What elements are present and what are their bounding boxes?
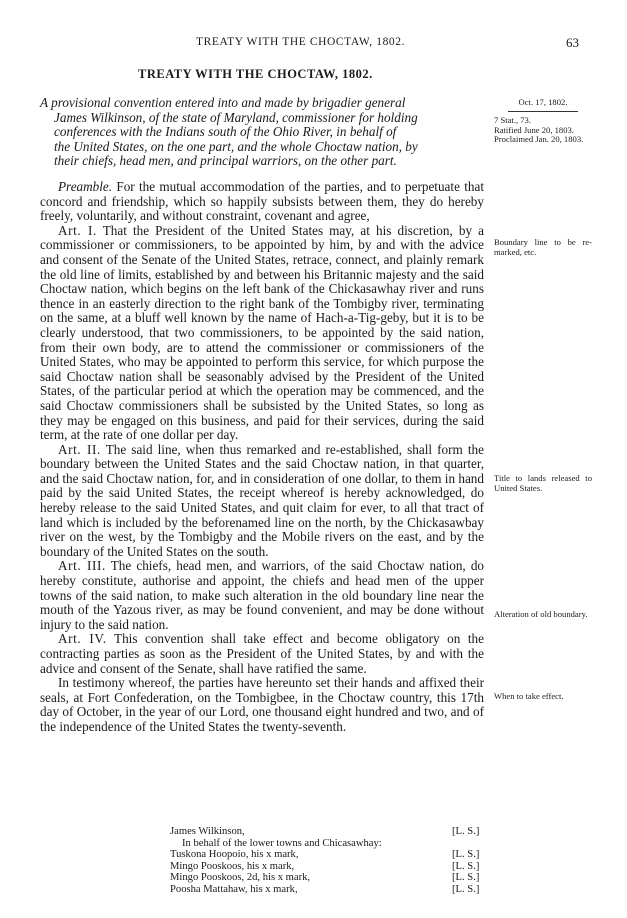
signatory-name: Poosha Mattahaw, his x mark,	[170, 883, 298, 895]
signatory-group-heading: In behalf of the lower towns and Chicasawhay:	[182, 837, 382, 849]
article-paragraph	[40, 632, 484, 676]
article-label: Art. I.	[58, 222, 97, 238]
seal-mark: [L. S.]	[452, 860, 480, 872]
seal-mark: [L. S.]	[452, 826, 480, 837]
intro-line: their chiefs, head men, and principal warriors, on the other part.	[54, 153, 397, 169]
margin-note-art3: Alteration of old boundary.	[494, 609, 588, 619]
signatory-name: Mingo Pooskoos, 2d, his x mark,	[170, 872, 311, 884]
treaty-title: TREATY WITH THE CHOCTAW, 1802.	[138, 67, 373, 81]
margin-note-ratified: Ratified June 20, 1803.	[494, 124, 574, 135]
article-text: That the President of the United States may, at his discretion, by a commissioner or commissioners, to be appointed by him, by and with the advice and consent of the Senate of the United States, retrace, connect, and plainly remark the old line of limits, established by and between his Britannic majesty and the said Choctaw nation, which begins on the left bank of the Chickasawhay river and runs thence in an easterly direction to the right bank of the Tombigby river, terminating on the same, at a bluff well known by the name of Hach-a-Tig-geby, but it is to be clearly understood, that two commissioners, to be appointed by the said nation, from their own body, are to attend the commissioner or commissioners of the United States, who may be appointed to perform this service, for which purpose the said Choctaw nation shall be seasonably advised by the President of the United States, of the particular period at which the operation may be commenced, and the said Choctaw commissioners shall be subsisted by the United States, so long as they may be engaged on this business, and paid for their services, during the said term, at the rate of one dollar per day.	[40, 222, 485, 443]
signature-row	[170, 849, 492, 861]
testimonium-paragraph: In testimony whereof, the parties have hereunto set their hands and affixed their seals, at Fort Confederation, on the Tombigbee, in the Choctaw country, this 17th day of October, in the year of our Lord, one thousand eight hundred and two, and of the independence of the United States the twenty-seventh.	[40, 675, 484, 734]
margin-note-art1: Boundary line to be re-marked, etc.	[494, 237, 592, 257]
article-paragraph	[40, 443, 484, 560]
seal-mark: [L. S.]	[452, 849, 480, 861]
running-head	[0, 36, 627, 50]
margin-note-date: Oct. 17, 1802.	[518, 97, 568, 107]
article-label: Art. III.	[58, 558, 106, 574]
intro-line: the United States, on the one part, and the whole Choctaw nation, by	[54, 138, 418, 154]
signature-row	[170, 884, 492, 896]
preamble-paragraph	[40, 180, 484, 224]
margin-note-art2: Title to lands released to United States.	[494, 473, 592, 493]
article-paragraph	[40, 559, 484, 632]
signature-row	[170, 872, 492, 884]
margin-note-proclaimed: Proclaimed Jan. 20, 1803.	[494, 134, 584, 145]
intro-line: James Wilkinson, of the state of Maryland, commissioner for holding	[54, 109, 418, 125]
signature-row	[170, 826, 492, 838]
preamble-text: For the mutual accommodation of the parties, and to perpetuate that concord and friendship, which so happily subsists between them, they do hereby freely, voluntarily, and without constraint, covenant and agree,	[40, 179, 484, 224]
intro-caption	[40, 96, 490, 169]
page-number: 63	[566, 35, 579, 50]
preamble-label: Preamble.	[58, 179, 113, 194]
article-label: Art. IV.	[58, 631, 107, 647]
treaty-body	[40, 180, 484, 735]
article-text: This convention shall take effect and become obligatory on the contracting parties as soon as the President of the United States, by and with the advice and consent of the Senate, shall have ratified the same.	[40, 631, 485, 676]
signatory-name: Tuskona Hoopoio, his x mark,	[170, 849, 299, 861]
intro-line: conferences with the Indians south of the Ohio River, in behalf of	[54, 124, 397, 140]
margin-rule	[508, 111, 578, 112]
signature-row	[170, 861, 492, 873]
article-label: Art. II.	[58, 441, 101, 457]
article-text: The chiefs, head men, and warriors, of the said Choctaw nation, do hereby constitute, authorise and appoint, the chiefs and head men of the upper towns of the said nation, to make such alteration in the old boundary line near the mouth of the Yazous river, as may be found convenient, and may be done without injury to the said nation.	[40, 558, 485, 632]
signatory-name: Mingo Pooskoos, his x mark,	[170, 860, 295, 872]
signature-row	[170, 838, 492, 850]
intro-line: A provisional convention entered into and made by brigadier general	[40, 95, 406, 110]
seal-mark: [L. S.]	[452, 883, 480, 895]
margin-note-stat: 7 Stat., 73.	[494, 114, 532, 125]
article-paragraph	[40, 224, 484, 443]
article-text: The said line, when thus remarked and re-established, shall form the boundary between the United States and the said Choctaw nation, in that quarter, and the said Choctaw nation, for, and in consideration of one dollar, to them in hand paid by the said United States, the receipt whereof is hereby acknowledged, do hereby release to the said United States, and quit claim for ever, to all that tract of land which is included by the beforenamed line on the north, by the Chickasawbay river on the west, by the Tombigby and the Mobile rivers on the east, and by the boundary of the United States on the south.	[40, 441, 484, 559]
signatory-name: James Wilkinson,	[170, 826, 245, 837]
seal-mark: [L. S.]	[452, 872, 480, 884]
margin-note-dates	[494, 98, 592, 145]
margin-note-art4: When to take effect.	[494, 691, 564, 701]
running-head-title: TREATY WITH THE CHOCTAW, 1802.	[196, 36, 406, 48]
signature-block	[170, 826, 492, 896]
